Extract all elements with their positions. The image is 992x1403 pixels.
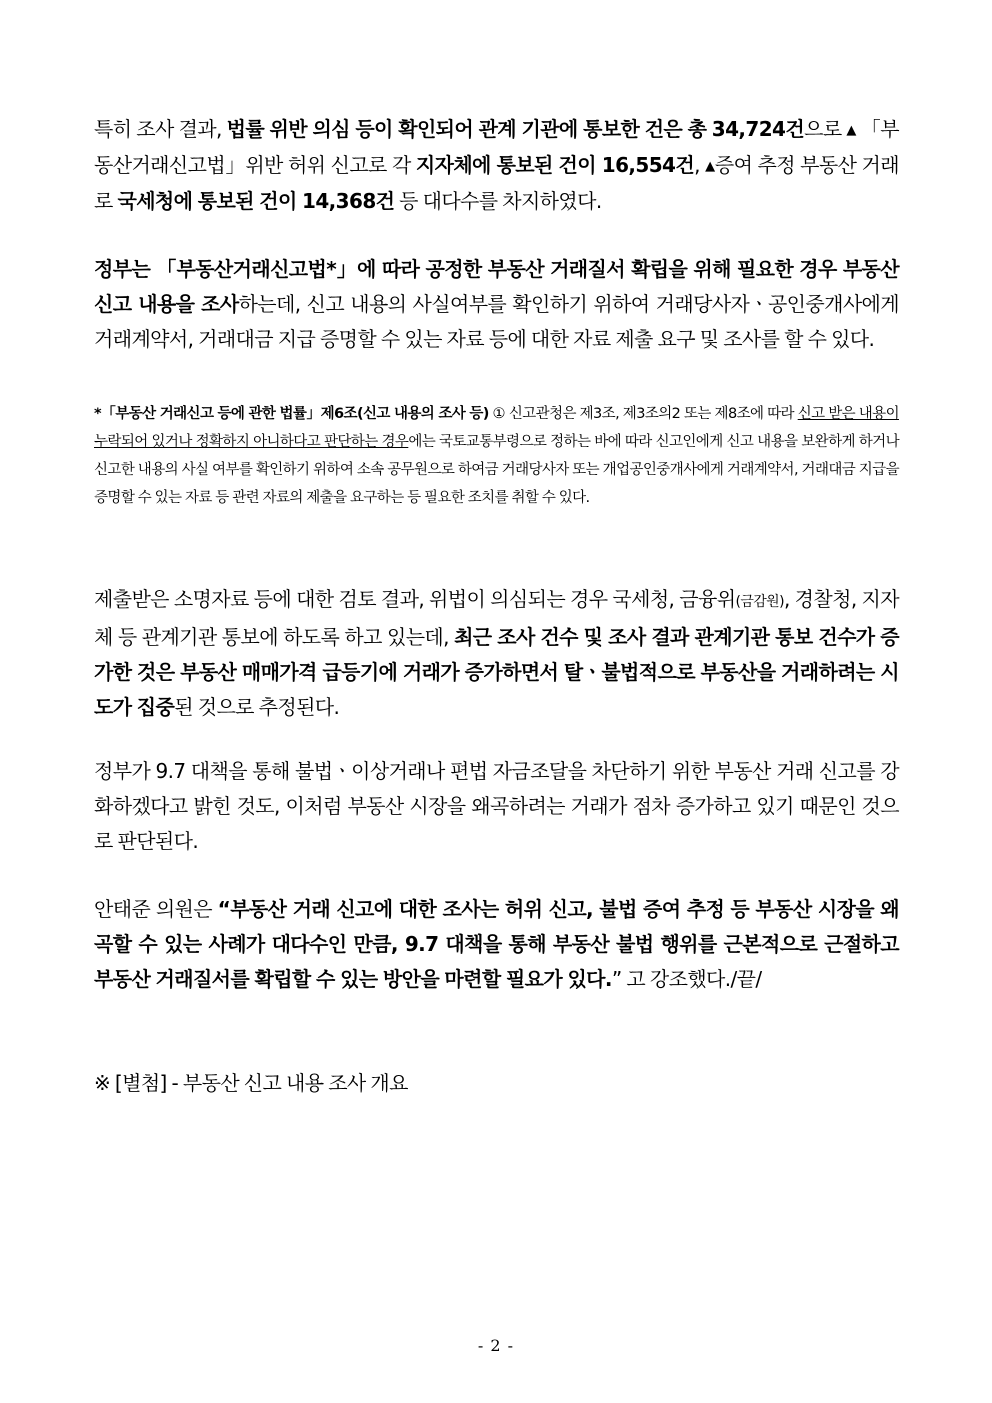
paragraph-text [94,252,899,357]
paragraph-lawmaker-quote [94,892,899,997]
bold-text-run: 국세청에 통보된 건이 14,368건 [117,189,395,213]
bold-text-run: 정부는 「부동산거래신고법*」에 따라 공정한 부동산 거래질서 확립을 위해 필요한 경우 부동산 신고 내용을 조사 [94,257,899,316]
paragraph-policy-measures [94,754,899,859]
small-text-run: (금감원) [735,594,784,610]
bold-text-run: *「부동산 거래신고 등에 관한 법률」제6조(신고 내용의 조사 등) [94,406,489,422]
triangle-bullet-icon: ▲ [846,123,856,138]
text-run: , [694,153,706,177]
paragraph-text [94,892,899,997]
text-run: 된 것으로 추정된다. [174,695,340,719]
bold-text-run: 최근 조사 건수 및 조사 결과 관계기관 통보 건수가 증가한 것은 부동산 매매가격 급등기에 거래가 증가하면서 탈ㆍ불법적으로 부동산을 거래하려는 시도가 집중 [94,625,899,719]
paragraph-review-results [94,582,899,725]
bold-text-run: 법률 위반 의심 등이 확인되어 관계 기관에 통보한 건은 총 34,724건 [226,117,805,141]
paragraph-government-investigation [94,252,899,357]
paragraph-text [94,582,899,725]
text-run: 하는데, 신고 내용의 사실여부를 확인하기 위하여 거래당사자ㆍ공인중개사에게 거래계약서, 거래대금 지급 증명할 수 있는 자료 등에 대한 자료 제출 요구 및 조사를 할 수 있다. [94,292,899,351]
bold-text-run: 지자체에 통보된 건이 16,554건 [415,153,695,177]
bold-quote-run: “부동산 거래 신고에 대한 조사는 허위 신고, 불법 증여 추정 등 부동산 시장을 왜곡할 수 있는 사례가 대다수인 만큼, 9.7 대책을 통해 부동산 불법 행위를 근본적으로 근절하고 부동산 거래질서를 확립할 수 있는 방안을 마련할 필요가 있다. [94,897,899,991]
paragraph-text [94,112,899,219]
underlined-text-run: 신고 받은 내용이 누락되어 있거나 정확하지 아니하다고 판단하는 경우 [94,406,899,450]
attachment-note [94,1066,899,1101]
footnote-text [94,400,899,512]
text-run: 특히 조사 결과, [94,117,227,141]
text-run: ” 고 강조했다./끝/ [611,967,762,991]
paragraph-text: 정부가 9.7 대책을 통해 불법ㆍ이상거래나 편법 자금조달을 차단하기 위한 부동산 거래 신고를 강화하겠다고 밝힌 것도, 이처럼 부동산 시장을 왜곡하려는 거래가 점차 증가하고 있기 때문인 것으로 판단된다. [94,759,899,853]
paragraph-inspection-results [94,112,899,219]
text-run: , 경찰청, 지자체 등 관계기관 통보에 하도록 하고 있는데, [94,587,899,649]
triangle-bullet-icon: ▲ [705,159,715,174]
footnote-law-article [94,400,899,512]
text-run: 증여 추정 부동산 거래로 [94,153,899,213]
text-run: 에는 국토교통부령으로 정하는 바에 따라 신고인에게 신고 내용을 보완하게 하거나 신고한 내용의 사실 여부를 확인하기 위하여 소속 공무원으로 하여금 거래당사자 또는 개업공인중개사에게 거래계약서, 거래대금 지급을 증명할 수 있는 자료 등 관련 자료의 제출을 요구하는 등 필요한 조치를 취할 수 있다. [94,434,899,506]
text-run: 등 대다수를 차지하였다. [394,189,602,213]
page-number: - 2 - [477,1336,515,1355]
text-run: 「부동산거래신고법」위반 허위 신고로 각 [94,117,899,177]
text-run: 으로 [804,117,847,141]
text-run: 제출받은 소명자료 등에 대한 검토 결과, 위법이 의심되는 경우 국세청, 금융위 [94,587,736,611]
attachment-text: ※ [별첨] - 부동산 신고 내용 조사 개요 [94,1071,408,1095]
text-run: 안태준 의원은 [94,897,218,921]
text-run: ① 신고관청은 제3조, 제3조의2 또는 제8조에 따라 [488,406,798,422]
